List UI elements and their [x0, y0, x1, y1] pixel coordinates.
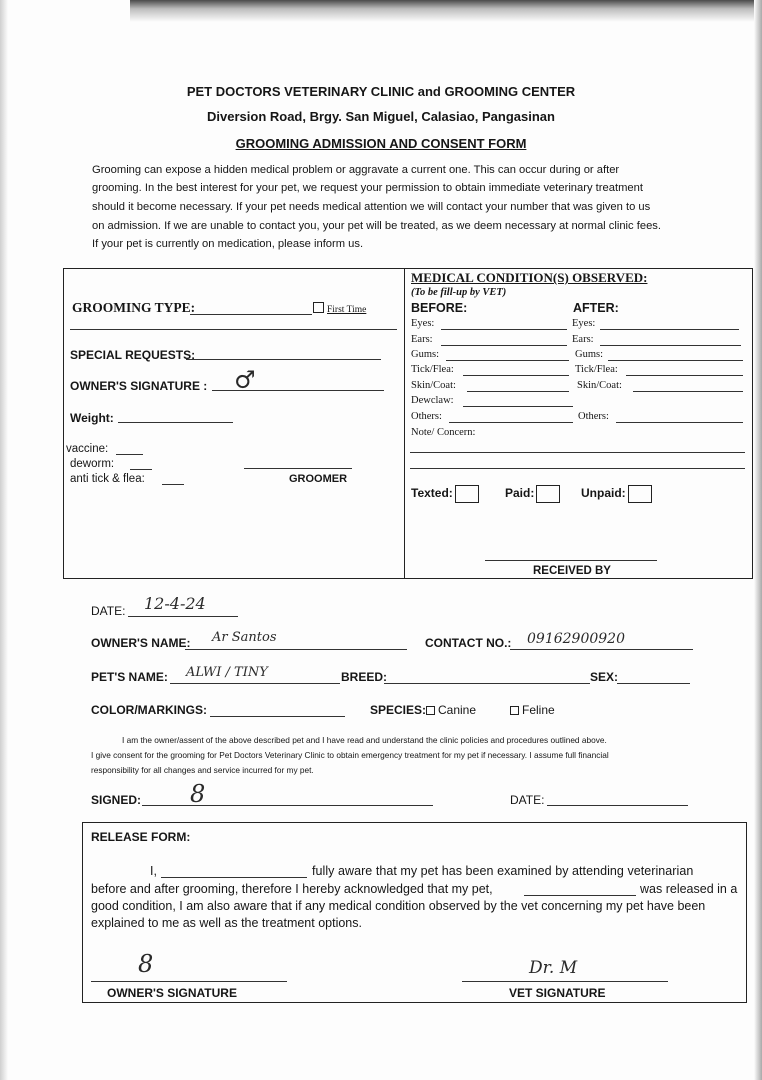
release-title: RELEASE FORM: [91, 830, 191, 844]
note-concern-label: Note/ Concern: [411, 427, 476, 438]
canine-label: Canine [438, 703, 477, 717]
after-others-field[interactable] [616, 422, 743, 423]
paid-label: Paid: [505, 486, 535, 501]
vaccine-field[interactable] [116, 454, 143, 455]
before-gums-field[interactable] [446, 360, 569, 361]
release-text-1: fully aware that my pet has been examined by attending veterinarian [312, 864, 694, 878]
vaccine-label: vaccine: [66, 443, 109, 455]
after-gums-label: Gums: [575, 349, 604, 360]
sex-field[interactable] [617, 683, 690, 684]
texted-box[interactable] [455, 485, 479, 503]
release-vet-signature-line[interactable] [462, 981, 668, 982]
date-field[interactable] [128, 616, 238, 617]
intro-line-5: If your pet is currently on medication, please inform us. [92, 238, 364, 250]
clinic-name: PET DOCTORS VETERINARY CLINIC and GROOMING CENTER [186, 84, 576, 99]
consent-line-3: responsibility for all changes and service incurred for my pet. [91, 765, 314, 775]
before-skincoat-label: Skin/Coat: [411, 380, 456, 391]
after-heading: AFTER: [573, 301, 619, 315]
deworm-field[interactable] [130, 469, 152, 470]
after-ears-field[interactable] [600, 345, 741, 346]
after-eyes-label: Eyes: [572, 318, 596, 329]
after-others-label: Others: [578, 411, 609, 422]
owner-signature-label: OWNER'S SIGNATURE : [70, 379, 208, 393]
before-tickflea-label: Tick/Flea: [411, 364, 454, 375]
before-others-field[interactable] [449, 422, 573, 423]
sex-label: SEX: [590, 670, 619, 684]
owner-name-label: OWNER'S NAME: [91, 636, 191, 650]
before-gums-label: Gums: [411, 349, 440, 360]
consent-date-field[interactable] [547, 805, 688, 806]
before-heading: BEFORE: [411, 301, 468, 315]
weight-label: Weight: [70, 411, 114, 425]
note-concern-line-2[interactable] [410, 468, 745, 469]
feline-option[interactable] [510, 703, 555, 717]
release-i: I, [150, 864, 157, 878]
signed-label: SIGNED: [91, 793, 142, 807]
after-skincoat-field[interactable] [633, 391, 743, 392]
received-by-label: RECEIVED BY [533, 565, 611, 577]
vet-signature-value: Dr. M [529, 958, 578, 978]
after-skincoat-label: Skin/Coat: [577, 380, 622, 391]
date-value: 12-4-24 [144, 594, 206, 613]
release-name-field[interactable] [161, 877, 307, 878]
before-skincoat-field[interactable] [467, 391, 569, 392]
clinic-address: Diversion Road, Brgy. San Miguel, Calasiao, Pangasinan [207, 109, 555, 124]
texted-label: Texted: [411, 486, 453, 501]
admission-divider [404, 268, 405, 579]
consent-line-2: I give consent for the grooming for Pet Doctors Veterinary Clinic to obtain emergency treatment for my pet if necessary. I assume full financial [91, 750, 609, 760]
paid-checkbox[interactable] [505, 485, 560, 503]
intro-line-4: on admission. If we are unable to contact you, your pet will be treated, as we deem necessary at normal clinic fees. [92, 220, 661, 232]
pet-name-field[interactable] [170, 683, 340, 684]
signed-mark: 8 [190, 780, 206, 808]
received-by-line[interactable] [485, 560, 657, 561]
release-text-2b: was released in a [640, 882, 738, 896]
after-tickflea-field[interactable] [626, 375, 743, 376]
first-time-box[interactable] [313, 302, 324, 313]
paid-box[interactable] [536, 485, 560, 503]
before-tickflea-field[interactable] [463, 375, 569, 376]
feline-box[interactable] [510, 706, 519, 715]
note-concern-line-1[interactable] [410, 452, 745, 453]
before-ears-label: Ears: [411, 334, 433, 345]
anti-tick-label: anti tick & flea: [70, 473, 145, 485]
weight-field[interactable] [118, 422, 233, 423]
release-owner-signature-label: OWNER'S SIGNATURE [107, 986, 237, 1000]
signed-field[interactable] [142, 805, 433, 806]
medical-condition-title: MEDICAL CONDITION(S) OBSERVED: [411, 270, 648, 285]
intro-line-2: grooming. In the best interest for your pet, we request your permission to obtain immediate veterinary treatment [92, 182, 643, 194]
before-ears-field[interactable] [441, 345, 567, 346]
species-label: SPECIES: [370, 703, 427, 717]
feline-label: Feline [522, 703, 555, 717]
texted-checkbox[interactable] [411, 485, 479, 503]
first-time-checkbox[interactable] [313, 302, 366, 315]
release-owner-signature-mark: 8 [138, 950, 154, 978]
scan-top-edge [130, 0, 762, 22]
before-dewclaw-label: Dewclaw: [411, 395, 454, 406]
contact-value: 09162900920 [527, 631, 625, 647]
release-pet-field[interactable] [524, 895, 636, 896]
special-requests-label: SPECIAL REQUESTS: [70, 348, 196, 362]
vet-subtitle: (To be fill-up by VET) [411, 287, 507, 298]
grooming-type-field[interactable] [190, 314, 312, 315]
release-owner-signature-line[interactable] [91, 981, 287, 982]
after-tickflea-label: Tick/Flea: [575, 364, 618, 375]
before-eyes-field[interactable] [441, 329, 567, 330]
after-eyes-field[interactable] [600, 329, 739, 330]
consent-date-label: DATE: [510, 793, 545, 807]
before-eyes-label: Eyes: [411, 318, 435, 329]
deworm-label: deworm: [70, 458, 115, 470]
owner-signature-mark: ♂ [234, 366, 256, 394]
form-title: GROOMING ADMISSION AND CONSENT FORM [235, 136, 527, 151]
pet-name-value: ALWI / TINY [186, 665, 268, 680]
special-requests-field[interactable] [186, 359, 381, 360]
date-label: DATE: [91, 604, 126, 618]
intro-line-3: should it become necessary. If your pet needs medical attention we will contact your number that was given to us [92, 201, 651, 213]
canine-box[interactable] [426, 706, 435, 715]
before-dewclaw-field[interactable] [463, 406, 573, 407]
groomer-signature-line[interactable] [244, 468, 352, 469]
unpaid-checkbox[interactable] [581, 485, 652, 503]
unpaid-label: Unpaid: [581, 486, 626, 501]
color-markings-label: COLOR/MARKINGS: [91, 703, 207, 717]
before-others-label: Others: [411, 411, 442, 422]
grooming-type-field-2[interactable] [70, 329, 397, 330]
release-text-3: good condition, I am also aware that if any medical condition observed by the vet concerning my pet have been [91, 899, 706, 913]
first-time-label: First Time [327, 305, 367, 315]
after-ears-label: Ears: [572, 334, 594, 345]
breed-label: BREED: [341, 670, 388, 684]
color-markings-field[interactable] [210, 716, 345, 717]
unpaid-box[interactable] [628, 485, 652, 503]
release-text-4: explained to me as well as the treatment options. [91, 916, 362, 930]
release-text-2a: before and after grooming, therefore I hereby acknowledged that my pet, [91, 882, 493, 896]
consent-line-1: I am the owner/assent of the above described pet and I have read and understand the clinic policies and procedures outlined above. [122, 735, 607, 745]
scan-left-edge [0, 0, 8, 1080]
contact-field[interactable] [510, 649, 693, 650]
canine-option[interactable] [426, 703, 476, 717]
contact-label: CONTACT NO.: [425, 636, 512, 650]
after-gums-field[interactable] [608, 360, 743, 361]
anti-tick-field[interactable] [162, 484, 184, 485]
pet-name-label: PET'S NAME: [91, 670, 168, 684]
release-vet-signature-label: VET SIGNATURE [509, 986, 606, 1000]
scan-right-edge [754, 0, 762, 1080]
groomer-label: GROOMER [289, 473, 348, 485]
intro-line-1: Grooming can expose a hidden medical problem or aggravate a current one. This can occur during or after [92, 164, 620, 176]
grooming-type-label: GROOMING TYPE: [72, 300, 196, 315]
owner-name-value: Ar Santos [212, 630, 277, 645]
breed-field[interactable] [384, 683, 590, 684]
owner-name-field[interactable] [185, 649, 407, 650]
